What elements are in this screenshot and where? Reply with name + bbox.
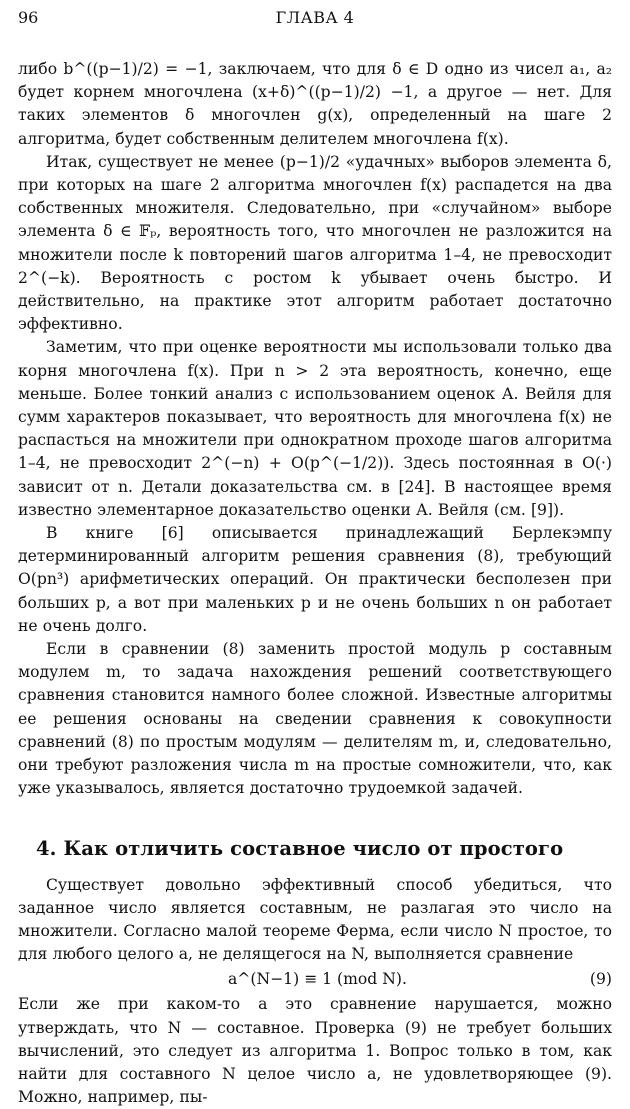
section-heading: 4. Как отличить составное число от простого: [36, 836, 564, 860]
running-header: [18, 8, 612, 32]
paragraph: Заметим, что при оценке вероятности мы использовали только два корня многочлена f(x). При n > 2 эта вероятность, конечно, еще меньше. Более тонкий анализ с использованием оценок А. Вейля для сумм характеров показывает, что вероятность для многочлена f(x) не распасться на множители при однократном проходе шагов алгоритма 1–4, не превосходит 2^(−n) + O(p^(−1/2)). Здесь постоянная в O(·) зависит от n. Детали доказательства см. в [24]. В настоящее время известно элементарное доказательство оценки А. Вейля (см. [9]).: [18, 338, 612, 519]
page-body: [18, 58, 612, 1109]
paragraph: Если в сравнении (8) заменить простой модуль p составным модулем m, то задача нахождения решений соответствующего сравнения становится намного более сложной. Известные алгоритмы ее решения основаны на сведении сравнения к совокупности сравнений (8) по простым модулям — делителям m, и, следовательно, они требуют разложения числа m на простые сомножители, что, как уже указывалось, является достаточно трудоемкой задачей.: [18, 640, 612, 798]
paragraph: либо b^((p−1)/2) = −1, заключаем, что для δ ∈ D одно из чисел a₁, a₂ будет корнем многочлена (x+δ)^((p−1)/2) −1, а другое — нет. Для таких элементов δ многочлен g(x), определенный на шаге 2 алгоритма, будет собственным делителем многочлена f(x).: [18, 60, 612, 148]
paragraph: В книге [6] описывается принадлежащий Берлекэмпу детерминированный алгоритм решения сравнения (8), требующий O(pn³) арифметических операций. Он практически бесполезен при больших p, а вот при маленьких p и не очень больших n он работает не очень долго.: [18, 524, 612, 635]
chapter-title: ГЛАВА 4: [275, 8, 355, 27]
formula-expression: a^(N−1) ≡ 1 (mod N).: [228, 970, 407, 989]
equation-number: (9): [589, 970, 612, 989]
paragraph: Если же при каком-то a это сравнение нарушается, можно утверждать, что N — составное. Проверка (9) не требует больших вычислений, это следует из алгоритма 1. Вопрос только в том, как найти для составного N целое число a, не удовлетворяющее (9). Можно, например, пы-: [18, 995, 612, 1107]
paragraph: Итак, существует не менее (p−1)/2 «удачных» выборов элемента δ, при которых на шаге 2 алгоритма многочлен f(x) распадется на два собственных множителя. Следовательно, при «случайном» выборе элемента δ ∈ 𝔽ₚ, вероятность того, что многочлен не разложится на множители после k повторений шагов алгоритма 1–4, не превосходит 2^(−k). Вероятность с ростом k убывает очень быстро. И действительно, на практике этот алгоритм работает достаточно эффективно.: [18, 152, 612, 334]
page-number: 96: [18, 8, 39, 27]
display-formula: [18, 966, 612, 993]
paragraph: Существует довольно эффективный способ убедиться, что заданное число является составным, не разлагая это число на множители. Согласно малой теореме Ферма, если число N простое, то для любого целого a, не делящегося на N, выполняется сравнение: [18, 875, 612, 964]
